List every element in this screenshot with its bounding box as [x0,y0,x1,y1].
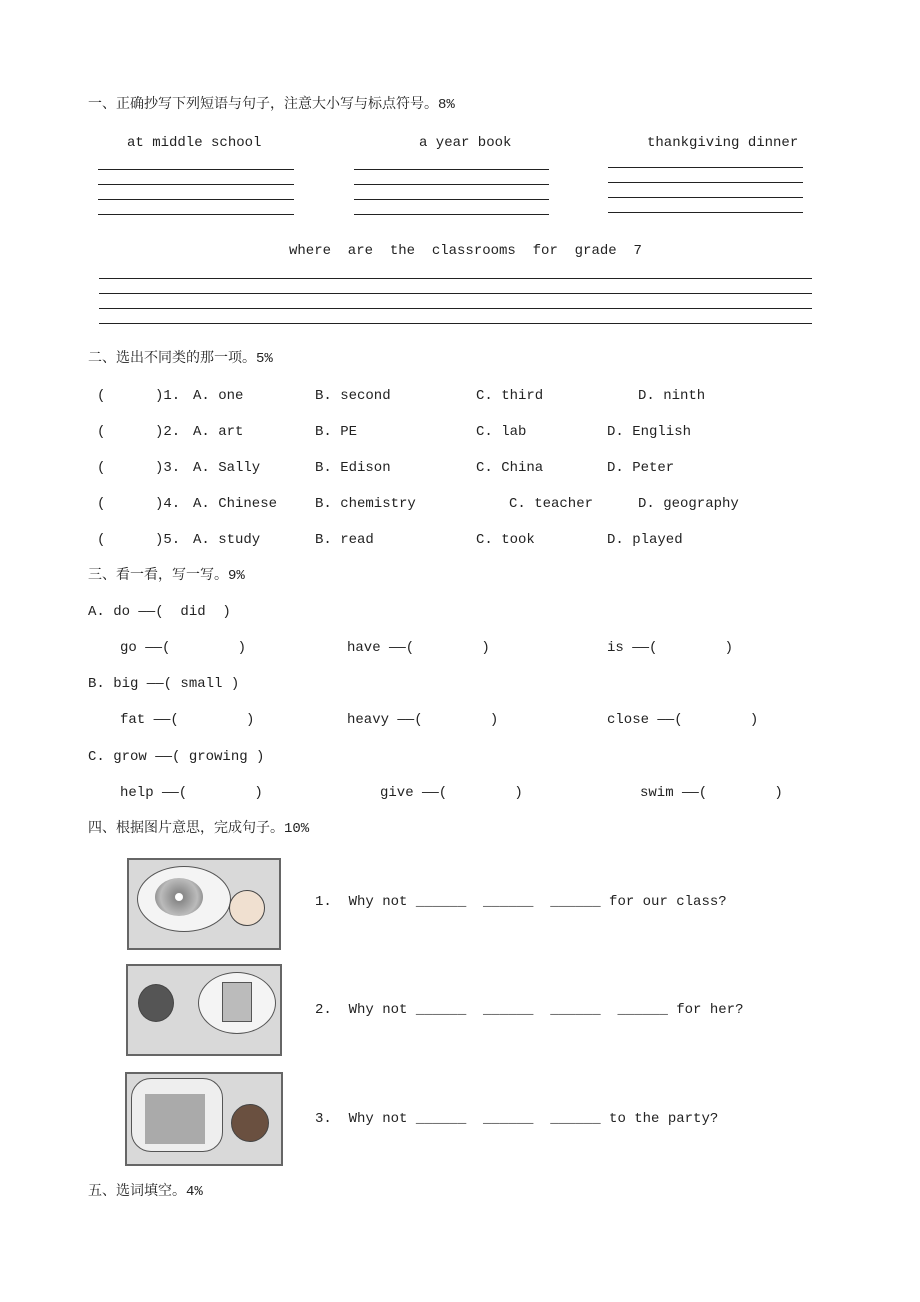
writing-line [608,182,803,183]
section-4-title: 四、根据图片意思，完成句子。10% [88,821,310,837]
picture-cd-boy [127,858,281,950]
writing-line [99,323,812,324]
answer-paren: ( [97,496,106,512]
blank-heavy: heavy ——( ) [347,712,499,728]
phrase-3: thankgiving dinner [647,135,799,151]
blank-go: go ——( ) [120,640,247,656]
option-a: A. Sally [193,460,261,476]
section-3-title: 三、看一看，写一写。9% [88,568,245,584]
book-icon [222,982,252,1022]
question-2: 2. Why not ______ ______ ______ ______ for her? [315,1002,744,1018]
option-d: D. Peter [607,460,675,476]
option-a: A. Chinese [193,496,278,512]
answer-paren: ( [97,460,106,476]
people-scene [145,1094,205,1144]
phrase-1: at middle school [127,135,262,151]
boy-figure [229,890,265,926]
option-c: C. third [476,388,544,404]
option-c: C. teacher [509,496,594,512]
option-num: )1. [155,388,181,404]
option-num: )2. [155,424,181,440]
writing-line [98,199,294,200]
option-d: D. English [607,424,692,440]
blank-have: have ——( ) [347,640,490,656]
writing-line [608,197,803,198]
option-d: D. geography [638,496,739,512]
blank-swim: swim ——( ) [640,785,783,801]
option-c: C. China [476,460,544,476]
writing-line [354,169,549,170]
example-a: A. do ——( did ) [88,604,231,620]
option-b: B. PE [315,424,358,440]
option-num: )5. [155,532,181,548]
writing-line [99,293,812,294]
blank-give: give ——( ) [380,785,523,801]
option-d: D. ninth [638,388,706,404]
option-b: B. read [315,532,374,548]
writing-line [99,278,812,279]
example-c: C. grow ——( growing ) [88,749,265,765]
section-2-title: 二、选出不同类的那一项。5% [88,351,273,367]
writing-line [354,199,549,200]
example-b: B. big ——( small ) [88,676,240,692]
answer-paren: ( [97,532,106,548]
writing-line [99,308,812,309]
option-c: C. took [476,532,535,548]
option-b: B. second [315,388,391,404]
section-5-title: 五、选词填空。4% [88,1184,203,1200]
writing-line [98,214,294,215]
girl-figure [138,984,174,1022]
option-num: )4. [155,496,181,512]
blank-fat: fat ——( ) [120,712,255,728]
option-b: B. Edison [315,460,391,476]
cd-icon [155,878,203,916]
writing-line [608,167,803,168]
answer-paren: ( [97,424,106,440]
option-c: C. lab [476,424,527,440]
option-a: A. study [193,532,261,548]
picture-book-girl [126,964,282,1056]
question-1: 1. Why not ______ ______ ______ for our class? [315,894,727,910]
phrase-2: a year book [419,135,512,151]
section-1-title: 一、正确抄写下列短语与句子，注意大小写与标点符号。8% [88,97,455,113]
option-b: B. chemistry [315,496,416,512]
writing-line [98,169,294,170]
question-3: 3. Why not ______ ______ ______ to the party? [315,1111,719,1127]
boy-figure [231,1104,269,1142]
option-d: D. played [607,532,683,548]
option-a: A. art [193,424,244,440]
option-a: A. one [193,388,244,404]
writing-line [354,214,549,215]
writing-line [98,184,294,185]
writing-line [354,184,549,185]
picture-party-boy [125,1072,283,1166]
blank-close: close ——( ) [607,712,759,728]
sentence-to-copy: where are the classrooms for grade 7 [289,243,642,259]
answer-paren: ( [97,388,106,404]
option-num: )3. [155,460,181,476]
blank-is: is ——( ) [607,640,734,656]
writing-line [608,212,803,213]
blank-help: help ——( ) [120,785,263,801]
